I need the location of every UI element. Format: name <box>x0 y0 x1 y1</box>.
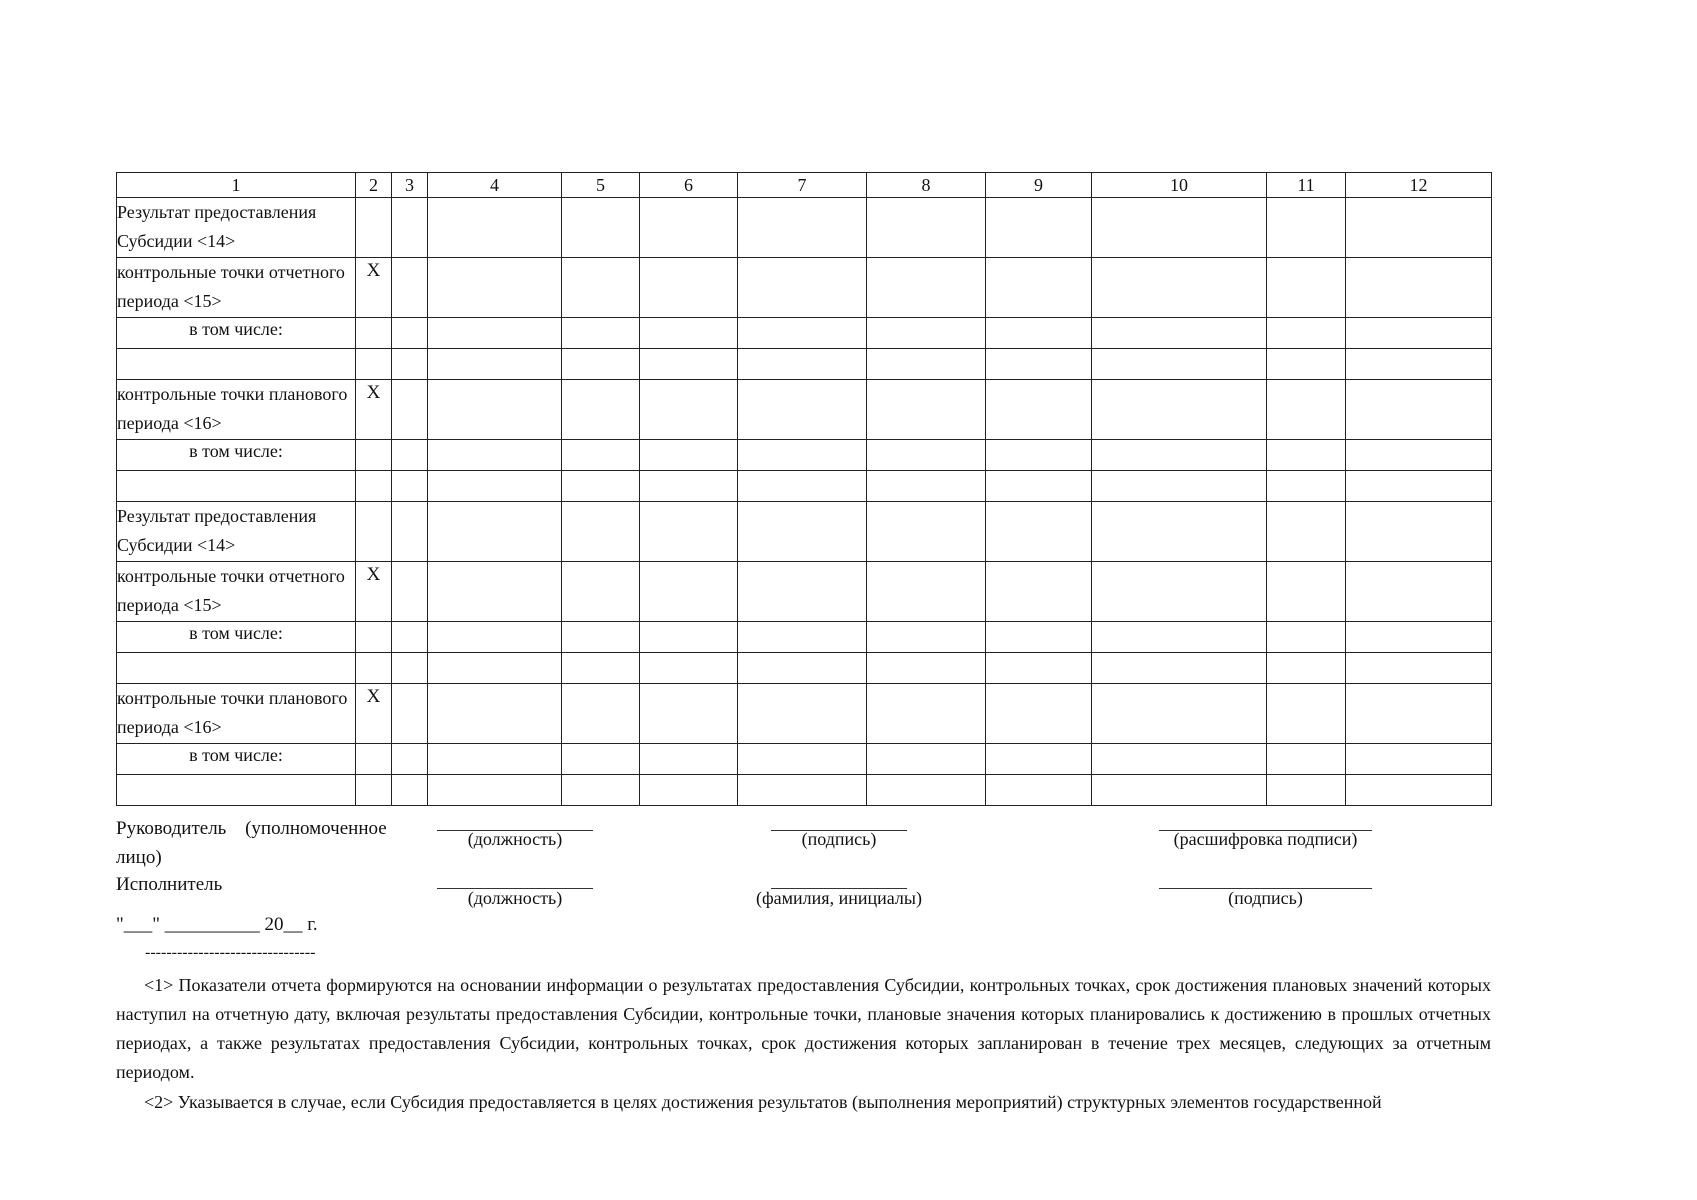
column-header: 6 <box>640 173 738 198</box>
table-cell <box>1346 775 1492 806</box>
executor-signature-caption: (подпись) <box>1228 888 1303 908</box>
table-cell <box>392 653 428 684</box>
row-label-cell <box>117 471 356 502</box>
table-row <box>117 744 1492 775</box>
table-cell <box>738 198 867 258</box>
row-mark-cell: X <box>356 684 392 744</box>
table-cell <box>986 258 1092 318</box>
table-cell <box>428 653 562 684</box>
table-cell <box>738 622 867 653</box>
row-label-cell: контрольные точки отчетного периода <15> <box>117 258 356 318</box>
table-cell <box>867 318 986 349</box>
executor-name-caption: (фамилия, инициалы) <box>756 888 922 908</box>
table-cell <box>1267 349 1346 380</box>
column-header: 11 <box>1267 173 1346 198</box>
table-cell <box>867 653 986 684</box>
row-mark-cell <box>356 502 392 562</box>
table-cell <box>1092 502 1267 562</box>
table-cell <box>640 684 738 744</box>
row-mark-cell: X <box>356 562 392 622</box>
table-cell <box>428 502 562 562</box>
table-cell <box>867 684 986 744</box>
column-header: 5 <box>562 173 640 198</box>
table-cell <box>1346 502 1492 562</box>
table-cell <box>867 502 986 562</box>
table-cell <box>1267 258 1346 318</box>
table-cell <box>867 440 986 471</box>
table-cell <box>1346 198 1492 258</box>
table-cell <box>1092 775 1267 806</box>
table-cell <box>1267 502 1346 562</box>
table-cell <box>1092 258 1267 318</box>
table-cell <box>986 198 1092 258</box>
table-cell <box>1267 744 1346 775</box>
table-cell <box>392 318 428 349</box>
table-cell <box>986 684 1092 744</box>
table-cell <box>1346 318 1492 349</box>
table-row <box>117 653 1492 684</box>
table-cell <box>1092 653 1267 684</box>
table-cell <box>640 622 738 653</box>
table-cell <box>1346 349 1492 380</box>
table-cell <box>986 318 1092 349</box>
table-cell <box>867 380 986 440</box>
table-cell <box>640 471 738 502</box>
table-cell <box>1092 562 1267 622</box>
footnote-2: <2> Указывается в случае, если Субсидия предоставляется в целях достижения результатов (выполнения мероприятий) структурных элементов государственной <box>144 1092 1382 1112</box>
table-cell <box>1092 471 1267 502</box>
table-cell <box>986 653 1092 684</box>
table-cell <box>640 380 738 440</box>
table-row <box>117 318 1492 349</box>
table-cell <box>738 744 867 775</box>
table-cell <box>1346 744 1492 775</box>
table-cell <box>392 502 428 562</box>
table-cell <box>640 744 738 775</box>
row-label-cell: контрольные точки планового периода <16> <box>117 380 356 440</box>
table-cell <box>562 684 640 744</box>
head-label-line2: лицо) <box>116 847 162 868</box>
row-label-cell: в том числе: <box>117 744 356 775</box>
table-cell <box>1092 684 1267 744</box>
table-cell <box>1267 775 1346 806</box>
table-cell <box>738 775 867 806</box>
row-mark-cell <box>356 775 392 806</box>
table-cell <box>428 622 562 653</box>
head-label-line1: Руководитель (уполномоченное <box>116 818 387 839</box>
head-label <box>116 814 406 872</box>
table-cell <box>986 622 1092 653</box>
row-label-cell: в том числе: <box>117 622 356 653</box>
table-cell <box>640 198 738 258</box>
row-label-cell: в том числе: <box>117 318 356 349</box>
table-cell <box>1092 440 1267 471</box>
column-header: 1 <box>117 173 356 198</box>
row-label-cell: контрольные точки планового периода <16> <box>117 684 356 744</box>
table-cell <box>562 318 640 349</box>
table-cell <box>640 318 738 349</box>
table-cell <box>867 198 986 258</box>
row-mark-cell <box>356 471 392 502</box>
table-row <box>117 502 1492 562</box>
table-row <box>117 349 1492 380</box>
table-cell <box>640 502 738 562</box>
table-cell <box>392 198 428 258</box>
table-cell <box>738 318 867 349</box>
table-cell <box>562 775 640 806</box>
table-cell <box>428 440 562 471</box>
head-position-caption: (должность) <box>467 829 563 849</box>
table-cell <box>562 471 640 502</box>
table-row <box>117 775 1492 806</box>
table-cell <box>1267 440 1346 471</box>
table-cell <box>428 562 562 622</box>
table-cell <box>986 775 1092 806</box>
table-cell <box>392 380 428 440</box>
row-mark-cell <box>356 198 392 258</box>
table-cell <box>1267 471 1346 502</box>
row-mark-cell <box>356 349 392 380</box>
table-cell <box>428 471 562 502</box>
table-cell <box>562 198 640 258</box>
footnote-1: <1> Показатели отчета формируются на основании информации о результатах предоставления Субсидии, контрольных точках, срок достижения плановых значений которых наступил на отчетную дату, включая результаты предоставления Субсидии, контрольные точки, плановые значения которых планировались к достижению в прошлых отчетных периодах, а также результатах предоставления Субсидии, контрольных точках, срок достижения которых запланирован в течение трех месяцев, следующих за отчетным периодом. <box>116 975 1491 1082</box>
table-cell <box>392 622 428 653</box>
table-cell <box>1092 349 1267 380</box>
table-row <box>117 562 1492 622</box>
row-mark-cell <box>356 622 392 653</box>
column-header: 4 <box>428 173 562 198</box>
table-cell <box>738 471 867 502</box>
table-cell <box>1092 380 1267 440</box>
table-cell <box>428 775 562 806</box>
table-cell <box>867 471 986 502</box>
table-cell <box>1267 684 1346 744</box>
table-cell <box>562 440 640 471</box>
table-cell <box>986 471 1092 502</box>
table-cell <box>986 562 1092 622</box>
table-row <box>117 380 1492 440</box>
column-header: 2 <box>356 173 392 198</box>
table-cell <box>986 380 1092 440</box>
table-cell <box>392 440 428 471</box>
table-cell <box>640 775 738 806</box>
table-cell <box>428 198 562 258</box>
table-cell <box>738 684 867 744</box>
table-cell <box>738 258 867 318</box>
table-cell <box>1346 562 1492 622</box>
table-cell <box>1267 318 1346 349</box>
head-decoding-caption: (расшифровка подписи) <box>1173 829 1358 849</box>
table-cell <box>392 562 428 622</box>
table-cell <box>428 380 562 440</box>
table-cell <box>392 349 428 380</box>
table-cell <box>986 502 1092 562</box>
table-cell <box>562 502 640 562</box>
table-row <box>117 440 1492 471</box>
table-cell <box>738 502 867 562</box>
table-cell <box>867 349 986 380</box>
row-label-cell <box>117 653 356 684</box>
table-row <box>117 684 1492 744</box>
table-cell <box>428 684 562 744</box>
row-label-cell: Результат предоставления Субсидии <14> <box>117 502 356 562</box>
table-cell <box>867 562 986 622</box>
row-mark-cell: X <box>356 258 392 318</box>
row-mark-cell: X <box>356 380 392 440</box>
head-signature-caption: (подпись) <box>801 829 877 849</box>
column-header: 12 <box>1346 173 1492 198</box>
table-cell <box>1092 744 1267 775</box>
table-cell <box>562 653 640 684</box>
table-cell <box>1092 198 1267 258</box>
table-cell <box>640 440 738 471</box>
table-row <box>117 471 1492 502</box>
table-cell <box>1267 562 1346 622</box>
table-cell <box>867 744 986 775</box>
table-row <box>117 622 1492 653</box>
table-cell <box>562 258 640 318</box>
table-cell <box>640 653 738 684</box>
column-header: 8 <box>867 173 986 198</box>
row-label-cell <box>117 775 356 806</box>
table-cell <box>428 258 562 318</box>
date-line: "___" __________ 20__ г. <box>116 914 318 935</box>
table-cell <box>640 349 738 380</box>
table-cell <box>562 562 640 622</box>
table-row <box>117 258 1492 318</box>
table-cell <box>562 349 640 380</box>
table-row <box>117 198 1492 258</box>
table-cell <box>392 258 428 318</box>
table-header-row <box>117 173 1492 198</box>
table-cell <box>738 562 867 622</box>
table-cell <box>867 775 986 806</box>
table-cell <box>1346 471 1492 502</box>
table-cell <box>1092 622 1267 653</box>
row-label-cell: контрольные точки отчетного периода <15> <box>117 562 356 622</box>
table-cell <box>562 744 640 775</box>
row-label-cell <box>117 349 356 380</box>
table-cell <box>428 318 562 349</box>
table-cell <box>392 684 428 744</box>
column-header: 7 <box>738 173 867 198</box>
table-cell <box>986 440 1092 471</box>
table-cell <box>1092 318 1267 349</box>
table-cell <box>1267 198 1346 258</box>
row-mark-cell <box>356 744 392 775</box>
table-cell <box>738 349 867 380</box>
report-table <box>116 172 1492 806</box>
table-cell <box>1346 258 1492 318</box>
table-cell <box>640 258 738 318</box>
table-cell <box>1346 440 1492 471</box>
table-cell <box>1267 622 1346 653</box>
table-cell <box>562 380 640 440</box>
table-cell <box>562 622 640 653</box>
table-cell <box>1346 380 1492 440</box>
table-cell <box>640 562 738 622</box>
table-cell <box>392 775 428 806</box>
table-cell <box>738 380 867 440</box>
row-mark-cell <box>356 318 392 349</box>
table-cell <box>428 349 562 380</box>
table-cell <box>1267 380 1346 440</box>
table-body <box>117 198 1492 806</box>
table-cell <box>1346 653 1492 684</box>
executor-label: Исполнитель <box>116 874 223 895</box>
row-mark-cell <box>356 440 392 471</box>
table-cell <box>986 349 1092 380</box>
footnote-divider: -------------------------------- <box>145 944 316 961</box>
table-cell <box>392 744 428 775</box>
table-cell <box>1267 653 1346 684</box>
table-cell <box>867 258 986 318</box>
table-cell <box>986 744 1092 775</box>
table-cell <box>1346 622 1492 653</box>
column-header: 3 <box>392 173 428 198</box>
table-cell <box>738 440 867 471</box>
column-header: 9 <box>986 173 1092 198</box>
table-cell <box>1346 684 1492 744</box>
table-cell <box>392 471 428 502</box>
executor-position-caption: (должность) <box>467 888 563 908</box>
table-cell <box>867 622 986 653</box>
table-cell <box>738 653 867 684</box>
row-label-cell: в том числе: <box>117 440 356 471</box>
row-mark-cell <box>356 653 392 684</box>
column-header: 10 <box>1092 173 1267 198</box>
row-label-cell: Результат предоставления Субсидии <14> <box>117 198 356 258</box>
table-cell <box>428 744 562 775</box>
